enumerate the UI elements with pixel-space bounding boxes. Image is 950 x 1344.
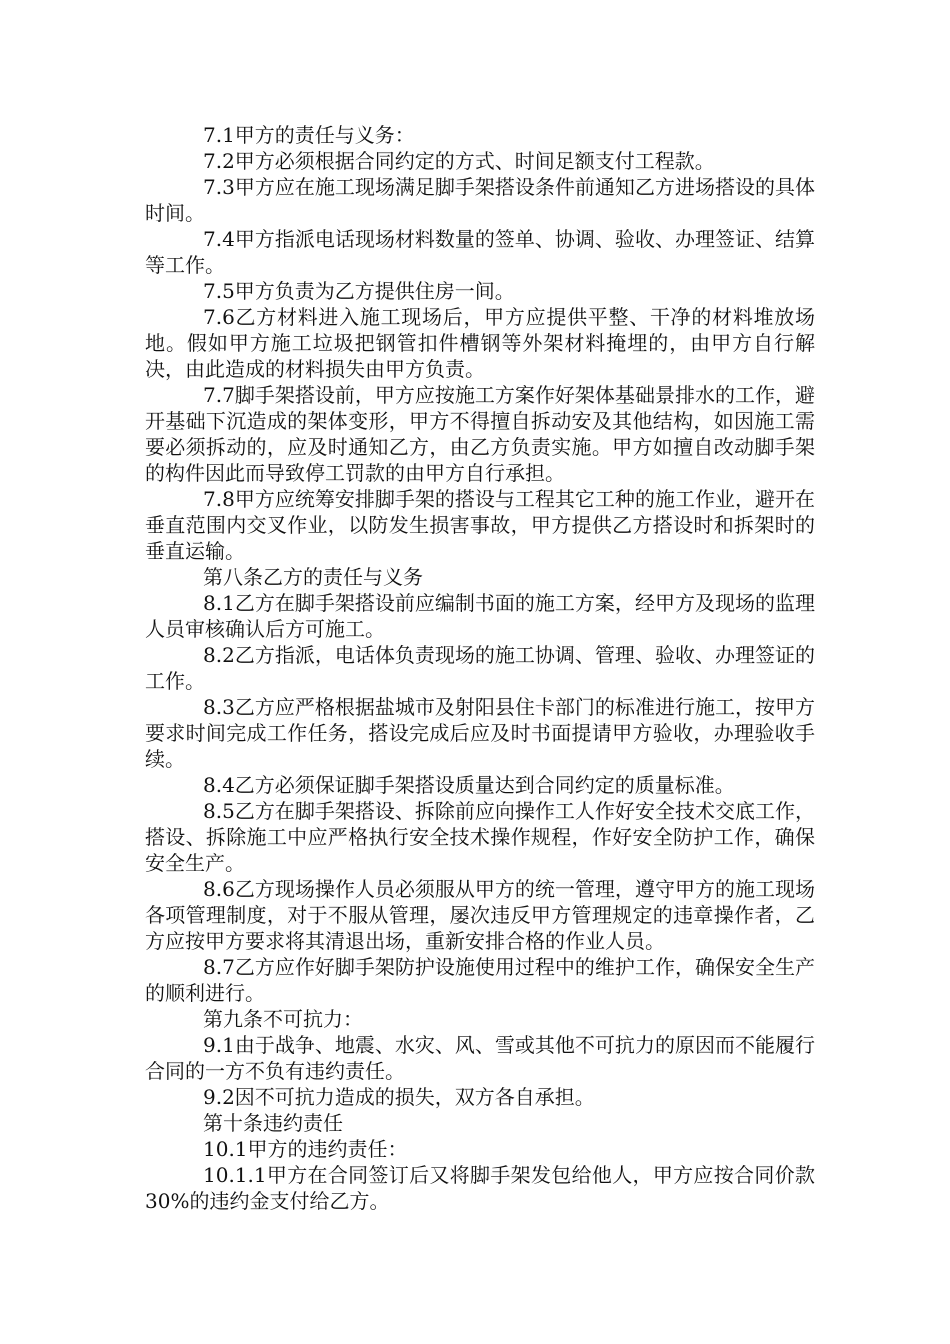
article-9-heading: 第九条不可抗力： xyxy=(203,1007,363,1031)
document-body xyxy=(145,122,815,1214)
clause-8-6: 8.6乙方现场操作人员必须服从甲方的统一管理，遵守甲方的施工现场各项管理制度，对于不服从管理，屡次违反甲方管理规定的违章操作者，乙方应按甲方要求将其清退出场，重新安排合格的作业人员。 xyxy=(145,877,815,953)
clause-8-2: 8.2乙方指派，电话体负责现场的施工协调、管理、验收、办理签证的工作。 xyxy=(145,643,815,693)
clause-10-1: 10.1甲方的违约责任： xyxy=(203,1137,408,1161)
clause-8-3: 8.3乙方应严格根据盐城市及射阳县住卡部门的标准进行施工，按甲方要求时间完成工作任务，搭设完成后应及时书面提请甲方验收，办理验收手续。 xyxy=(145,695,815,771)
clause-7-5: 7.5甲方负责为乙方提供住房一间。 xyxy=(203,279,515,303)
clause-8-4: 8.4乙方必须保证脚手架搭设质量达到合同约定的质量标准。 xyxy=(203,773,735,797)
clause-7-8: 7.8甲方应统筹安排脚手架的搭设与工程其它工种的施工作业，避开在垂直范围内交叉作业，以防发生损害事故，甲方提供乙方搭设时和拆架时的垂直运输。 xyxy=(145,487,815,563)
clause-9-1: 9.1由于战争、地震、水灾、风、雪或其他不可抗力的原因而不能履行合同的一方不负有违约责任。 xyxy=(145,1033,815,1083)
clause-9-2: 9.2因不可抗力造成的损失，双方各自承担。 xyxy=(203,1085,595,1109)
article-10-heading: 第十条违约责任 xyxy=(203,1111,343,1135)
clause-7-7: 7.7脚手架搭设前，甲方应按施工方案作好架体基础景排水的工作，避开基础下沉造成的架体变形，甲方不得擅自拆动安及其他结构，如因施工需要必须拆动的，应及时通知乙方，由乙方负责实施。甲方如擅自改动脚手架的构件因此而导致停工罚款的由甲方自行承担。 xyxy=(145,383,815,485)
clause-7-1: 7.1甲方的责任与义务： xyxy=(203,123,415,147)
clause-8-5: 8.5乙方在脚手架搭设、拆除前应向操作工人作好安全技术交底工作，搭设、拆除施工中应严格执行安全技术操作规程，作好安全防护工作，确保安全生产。 xyxy=(145,799,815,875)
clause-7-4: 7.4甲方指派电话现场材料数量的签单、协调、验收、办理签证、结算等工作。 xyxy=(145,227,815,277)
clause-7-3: 7.3甲方应在施工现场满足脚手架搭设条件前通知乙方进场搭设的具体时间。 xyxy=(145,175,815,225)
clause-10-1-1: 10.1.1甲方在合同签订后又将脚手架发包给他人，甲方应按合同价款30%的违约金支付给乙方。 xyxy=(145,1163,815,1213)
clause-7-2: 7.2甲方必须根据合同约定的方式、时间足额支付工程款。 xyxy=(203,149,715,173)
clause-7-6: 7.6乙方材料进入施工现场后，甲方应提供平整、干净的材料堆放场地。假如甲方施工垃圾把钢管扣件槽钢等外架材料掩埋的，由甲方自行解决，由此造成的材料损失由甲方负责。 xyxy=(145,305,815,381)
article-8-heading: 第八条乙方的责任与义务 xyxy=(203,565,423,589)
clause-8-7: 8.7乙方应作好脚手架防护设施使用过程中的维护工作，确保安全生产的顺利进行。 xyxy=(145,955,815,1005)
clause-8-1: 8.1乙方在脚手架搭设前应编制书面的施工方案，经甲方及现场的监理人员审核确认后方可施工。 xyxy=(145,591,815,641)
